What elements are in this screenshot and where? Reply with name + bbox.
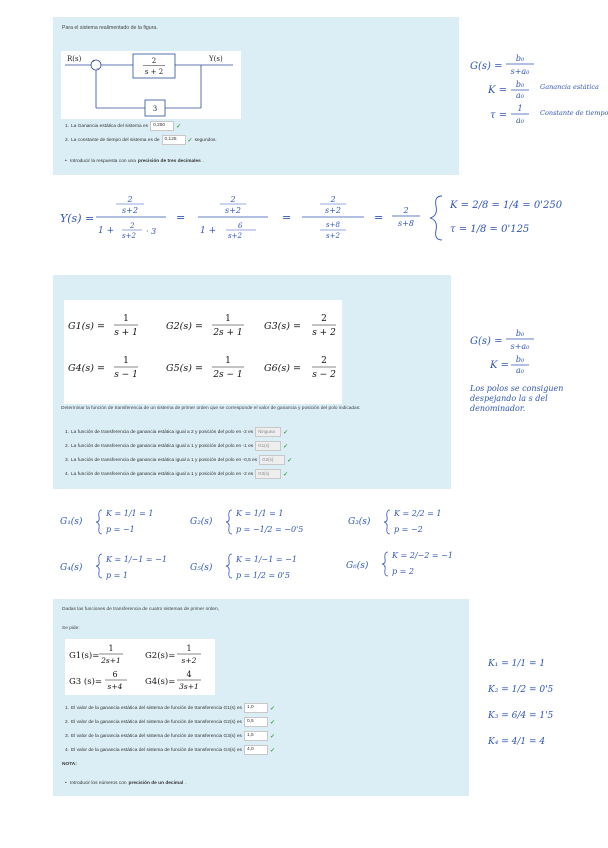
svg-text:2s − 1: 2s − 1 xyxy=(213,370,243,380)
intro-text: Para el sistema realimentado de la figura. xyxy=(62,25,158,31)
transfer-functions-box xyxy=(65,639,215,695)
svg-text:2: 2 xyxy=(130,222,135,230)
svg-text:2: 2 xyxy=(321,356,327,366)
svg-text:a₀: a₀ xyxy=(516,116,524,125)
svg-text:G₂(s): G₂(s) xyxy=(190,517,213,527)
question-panel-3 xyxy=(53,599,469,796)
answer-field[interactable]: 0,5 xyxy=(244,717,268,727)
function-g5 xyxy=(166,356,244,380)
handwork-g5 xyxy=(190,554,297,580)
svg-text:p = 1/2 = 0'5: p = 1/2 = 0'5 xyxy=(236,571,290,580)
svg-text:2: 2 xyxy=(127,195,133,204)
svg-text:K = 2/−2 = −1: K = 2/−2 = −1 xyxy=(392,551,453,560)
check-icon: ✓ xyxy=(269,733,275,740)
output-label: Y(s) xyxy=(209,55,223,63)
svg-text:s+8: s+8 xyxy=(326,221,340,229)
svg-text:b₀: b₀ xyxy=(515,80,525,89)
handwork-g6 xyxy=(346,551,453,576)
svg-text:G3 (s)=: G3 (s)= xyxy=(69,677,103,687)
instruction-note: • Introducir la respuesta con una precisión de tres decimales . xyxy=(65,159,205,164)
svg-text:s+2: s+2 xyxy=(122,232,136,240)
forward-den: s + 2 xyxy=(144,68,164,76)
svg-text:2: 2 xyxy=(230,195,236,204)
svg-text:K₁ = 1/1 = 1: K₁ = 1/1 = 1 xyxy=(488,659,546,669)
svg-text:2s + 1: 2s + 1 xyxy=(213,328,243,338)
ask-text: Se pide: xyxy=(62,626,80,631)
answer-field[interactable]: 1,5 xyxy=(244,731,268,741)
svg-text:G1(s)=: G1(s)= xyxy=(69,651,100,661)
svg-text:K₃ = 6/4 = 1'5: K₃ = 6/4 = 1'5 xyxy=(488,711,554,721)
svg-text:G(s) =: G(s) = xyxy=(470,61,503,72)
svg-text:G₁(s): G₁(s) xyxy=(60,517,83,527)
svg-text:τ =: τ = xyxy=(490,110,508,121)
svg-text:+: + xyxy=(92,58,96,63)
svg-text:K = 1/1 = 1: K = 1/1 = 1 xyxy=(236,509,284,518)
svg-text:1: 1 xyxy=(225,314,231,324)
svg-text:p = −2: p = −2 xyxy=(394,525,423,534)
svg-text:G2(s) =: G2(s) = xyxy=(166,321,203,332)
svg-text:s+2: s+2 xyxy=(181,656,197,665)
check-icon: ✓ xyxy=(269,719,275,726)
svg-text:s+2: s+2 xyxy=(325,206,341,215)
svg-text:· 3: · 3 xyxy=(146,227,157,236)
function-g4 xyxy=(145,670,201,691)
input-label: R(s) xyxy=(67,55,82,63)
answer-select[interactable]: G1(s) xyxy=(255,441,281,451)
question-row: 2. La función de transferencia de ganancia estática igual a 1 y posición del polo en -1 es G1(s) ✓ xyxy=(65,443,289,450)
function-g2 xyxy=(145,644,201,665)
svg-text:1: 1 xyxy=(108,644,114,653)
svg-text:1: 1 xyxy=(225,356,231,366)
answer-field[interactable]: 4,0 xyxy=(244,745,268,755)
svg-text:G(s) =: G(s) = xyxy=(470,336,503,347)
svg-text:s − 1: s − 1 xyxy=(114,370,138,380)
svg-text:Y(s) =: Y(s) = xyxy=(60,212,95,225)
question-panel-1 xyxy=(53,17,459,175)
svg-text:τ = 1/8 = 0'125: τ = 1/8 = 0'125 xyxy=(450,224,530,235)
svg-text:G₃(s): G₃(s) xyxy=(348,517,371,527)
svg-text:K = 2/2 = 1: K = 2/2 = 1 xyxy=(394,509,442,518)
svg-text:K₂ = 1/2 = 0'5: K₂ = 1/2 = 0'5 xyxy=(488,685,554,695)
svg-text:G1(s) =: G1(s) = xyxy=(68,321,105,332)
check-icon: ✓ xyxy=(187,137,193,144)
answer-select[interactable]: Ninguna xyxy=(255,427,281,437)
intro-text: Dadas las funciones de transferencia de cuatro sistemas de primer orden, xyxy=(62,607,220,612)
question-row: 1. El valor de la ganancia estática del sistema de función de transferencia G1(s) es 1,0 ✓ xyxy=(65,705,275,712)
svg-text:s+8: s+8 xyxy=(398,219,414,228)
question-row: 2. El valor de la ganancia estática del sistema de función de transferencia G2(s) es 0,5 ✓ xyxy=(65,719,275,726)
svg-text:s + 2: s + 2 xyxy=(312,328,336,338)
svg-text:2: 2 xyxy=(330,195,336,204)
svg-text:−: − xyxy=(96,66,100,71)
svg-text:K = 2/8 = 1/4 = 0'250: K = 2/8 = 1/4 = 0'250 xyxy=(450,200,563,211)
question-row: 4. La función de transferencia de ganancia estática igual a 1 y posición del polo en -2 es G3(s) ✓ xyxy=(65,471,289,478)
svg-text:p = −1: p = −1 xyxy=(106,525,135,534)
transfer-functions-table xyxy=(64,300,342,404)
check-icon: ✓ xyxy=(269,705,275,712)
svg-text:s+2: s+2 xyxy=(326,232,340,240)
svg-text:s+4: s+4 xyxy=(107,682,123,691)
answer-select[interactable]: G3(s) xyxy=(255,469,281,479)
svg-text:b₀: b₀ xyxy=(515,329,525,338)
svg-text:G4(s) =: G4(s) = xyxy=(68,363,105,374)
svg-text:1: 1 xyxy=(517,104,523,113)
check-icon: ✓ xyxy=(283,443,289,450)
svg-text:s+a₀: s+a₀ xyxy=(510,67,530,76)
handwritten-poles-note: Los polos se consiguen despejando la s del denominador. xyxy=(470,384,564,413)
svg-text:2: 2 xyxy=(403,206,409,215)
function-g4 xyxy=(68,356,138,380)
svg-text:a₀: a₀ xyxy=(516,91,524,100)
check-icon: ✓ xyxy=(283,471,289,478)
question-row: 1. La Ganancia estática del sistema es 0,250 ✓ xyxy=(65,123,182,130)
svg-text:p = −1/2 = −0'5: p = −1/2 = −0'5 xyxy=(236,525,304,534)
handwritten-derivation xyxy=(58,188,598,248)
svg-text:b₀: b₀ xyxy=(515,355,525,364)
svg-text:s+a₀: s+a₀ xyxy=(510,342,530,351)
answer-field[interactable]: 0,125 xyxy=(162,135,186,145)
svg-text:1: 1 xyxy=(123,314,129,324)
svg-text:Ganancia estática: Ganancia estática xyxy=(540,83,599,91)
check-icon: ✓ xyxy=(287,457,293,464)
svg-text:G5(s) =: G5(s) = xyxy=(166,363,203,374)
svg-text:6: 6 xyxy=(112,670,118,679)
function-g6 xyxy=(264,356,336,380)
svg-text:6: 6 xyxy=(238,222,243,230)
svg-text:b₀: b₀ xyxy=(515,54,525,63)
handwritten-gains-poles xyxy=(58,502,478,582)
svg-text:=: = xyxy=(374,211,384,224)
svg-text:1 +: 1 + xyxy=(98,226,115,236)
svg-text:G4(s)=: G4(s)= xyxy=(145,677,176,687)
prompt-text: Determinar la función de transferencia de un sistema de primer orden que se corresponde el valor de ganancia y posición del polo indicadas: xyxy=(61,406,361,411)
svg-text:s+2: s+2 xyxy=(122,206,138,215)
handwork-g4 xyxy=(60,554,167,580)
question-row: 3. El valor de la ganancia estática del sistema de función de transferencia G3(s) es 1,5 ✓ xyxy=(65,733,275,740)
svg-text:s+2: s+2 xyxy=(228,232,242,240)
handwritten-notes-1 xyxy=(468,45,608,125)
svg-text:p = 2: p = 2 xyxy=(392,567,414,576)
svg-text:K₄ = 4/1 = 4: K₄ = 4/1 = 4 xyxy=(488,737,546,747)
svg-text:G3(s) =: G3(s) = xyxy=(264,321,301,332)
svg-text:=: = xyxy=(176,211,186,224)
svg-text:G6(s) =: G6(s) = xyxy=(264,363,301,374)
svg-text:a₀: a₀ xyxy=(516,366,524,375)
svg-text:=: = xyxy=(282,211,292,224)
svg-text:G₆(s): G₆(s) xyxy=(346,561,369,571)
question-row: 1. La función de transferencia de ganancia estática igual a 2 y posición del polo en -2 es Ninguna ✓ xyxy=(65,429,289,436)
check-icon: ✓ xyxy=(283,429,289,436)
function-g1 xyxy=(68,314,138,338)
svg-text:s+2: s+2 xyxy=(225,206,241,215)
handwork-g2 xyxy=(190,509,303,534)
svg-text:3s+1: 3s+1 xyxy=(179,682,199,691)
answer-field[interactable]: 1,0 xyxy=(244,703,268,713)
handwork-g3 xyxy=(348,509,442,534)
svg-text:G₅(s): G₅(s) xyxy=(190,563,213,573)
svg-text:K = 1/−1 = −1: K = 1/−1 = −1 xyxy=(236,555,297,564)
block-diagram xyxy=(61,51,241,119)
svg-text:Constante de tiempo: Constante de tiempo xyxy=(540,109,608,117)
function-g1 xyxy=(69,644,123,665)
question-panel-2 xyxy=(53,275,451,489)
question-row: 2. La constante de tiempo del sistema es de 0,125 ✓ segundos. xyxy=(65,137,217,144)
answer-select[interactable]: G2(s) xyxy=(259,455,285,465)
svg-text:1 +: 1 + xyxy=(200,226,217,236)
svg-text:2: 2 xyxy=(321,314,327,324)
question-row: 4. El valor de la ganancia estática del sistema de función de transferencia G4(s) es 4,0 ✓ xyxy=(65,747,275,754)
answer-field[interactable]: 0,250 xyxy=(150,121,174,131)
svg-text:1: 1 xyxy=(186,644,192,653)
feedback-gain: 3 xyxy=(152,105,158,113)
svg-text:p = 1: p = 1 xyxy=(106,571,128,580)
svg-text:s − 2: s − 2 xyxy=(312,370,336,380)
forward-num: 2 xyxy=(151,57,157,65)
svg-text:K =: K = xyxy=(488,85,508,96)
function-g2 xyxy=(166,314,244,338)
svg-text:s + 1: s + 1 xyxy=(114,328,138,338)
check-icon: ✓ xyxy=(269,747,275,754)
check-icon: ✓ xyxy=(176,123,182,130)
svg-text:K = 1/−1 = −1: K = 1/−1 = −1 xyxy=(106,555,167,564)
svg-text:4: 4 xyxy=(186,670,192,679)
svg-text:2s+1: 2s+1 xyxy=(101,656,121,665)
svg-text:1: 1 xyxy=(123,356,129,366)
instruction-note: • Introducir los números con precisión de un decimal . xyxy=(65,781,187,786)
svg-text:G₄(s): G₄(s) xyxy=(60,563,83,573)
handwork-g1 xyxy=(60,509,154,534)
function-g3 xyxy=(264,314,336,338)
function-g3 xyxy=(69,670,127,691)
question-row: 3. La función de transferencia de ganancia estática igual a 1 y posición del polo en -0,5 es G2(s) ✓ xyxy=(65,457,293,464)
svg-text:K =: K = xyxy=(490,360,510,371)
svg-text:G2(s)=: G2(s)= xyxy=(145,651,176,661)
svg-text:K = 1/1 = 1: K = 1/1 = 1 xyxy=(106,509,154,518)
handwritten-gains-list xyxy=(486,648,586,748)
nota-label: NOTA: xyxy=(62,762,77,767)
